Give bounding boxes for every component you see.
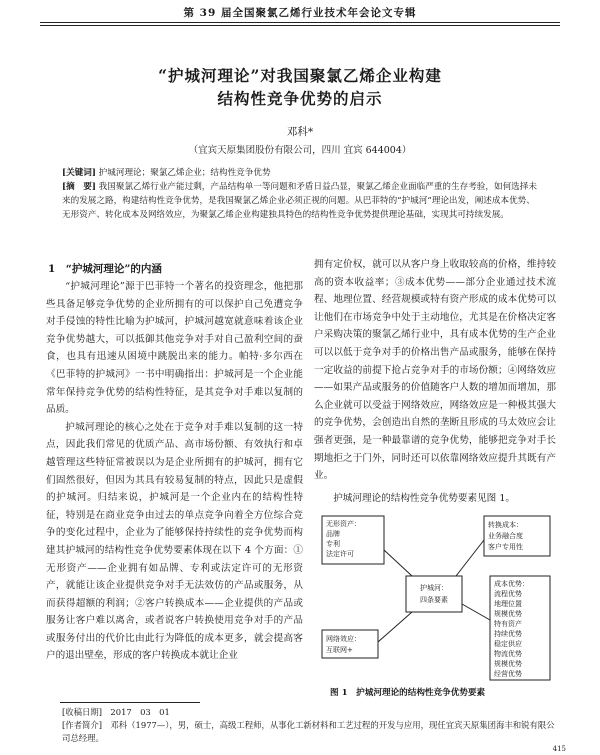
header-rule [40, 22, 560, 23]
center-label-2: 四条要素 [420, 596, 448, 604]
footnotes [62, 706, 556, 746]
box-label: 流程优势 [494, 590, 522, 598]
connector-arrow [462, 604, 490, 620]
box-label: 物流优势 [494, 650, 522, 658]
paragraph: 拥有定价权，就可以从客户身上收取较高的价格，维持较高的资本收益率；③成本优势——部分企业通过技术流程、地理位置、经营规模或特有资产形成的成本优势可以让他们在市场竞争中处于主动地位，尤其是在价格决定客户采购决策的聚氯乙烯行业中，具有成本优势的生产企业可以以低于竞争对手的价格出售产品或服务，能够在保持一定收益的前提下抢占竞争对手的市场份额；④网络效应——如果产品或服务的价值随客户人数的增加而增加，那么企业就可以受益于网络效应，网络效应是一种极其强大的竞争优势，会创造出自然的垄断且形成的马太效应会让强者更强，是一种最靠谱的竞争优势，能够把竞争对手长期地拒之于门外，同时还可以依靠网络效应提升其既有产业。 [314, 259, 556, 482]
box-label: 持续优势 [494, 630, 522, 638]
box-label: 法定许可 [326, 550, 354, 558]
connector-arrow [456, 540, 484, 576]
footnote-author-bio: [作者简介] 邓科（1977—），男，硕士，高级工程师，从事化工新材料和工艺过程的开发与应用，现任宜宾天原集团海丰和锐有限公司总经理。 [62, 720, 555, 744]
abstract-label: [摘 要] [62, 182, 96, 192]
figure-diagram [316, 510, 556, 682]
paper-title [40, 64, 560, 110]
box-label: 特有资产 [494, 620, 522, 628]
section-heading: 1 “护城河理论”的内涵 [48, 263, 162, 275]
page-number: 415 [552, 745, 566, 753]
box-label: 品牌 [326, 530, 340, 538]
affiliation: （宜宾天原集团股份有限公司，四川 宜宾 644004） [188, 145, 412, 156]
left-column [46, 278, 303, 665]
connector-arrow [384, 550, 412, 576]
box-label: 网络效应： [326, 635, 361, 643]
connector-arrow [378, 612, 412, 642]
box-label: 稳定供应 [494, 640, 522, 648]
box-label: 转换成本： [488, 521, 523, 529]
footnote-rule [60, 702, 200, 703]
paragraph: 护城河理论的核心之处在于竞争对手难以复制的这一特点，因此我们常见的优质产品、高市场份额、有效执行和卓越管理这些特征常被误以为是企业所拥有的护城河，拥有它们固然很好，但因为其具有较易复制的特点，因此只是虚假的护城河。归结来说，护城河是一个企业内在的结构性特征，特别是在商业竞争由过去的单点竞争向着全方位综合竞争的变化过程中，企业为了能够保持持续性的竞争优势而构建其护城河的结构性竞争优势要素体现在以下 4 个方面：①无形资产——企业拥有如品牌、专利或法定许可的无形资产，就能让该企业提供竞争对手无法效仿的产品或服务，从而获得超额的利润；②客户转换成本——企业提供的产品或服务让客户难以离舍，或者说客户转换使用竞争对手的产品或服务付出的代价比由此行为降低的成本更多，就会提高客户的退出壁垒，形成的客户转换成本就让企业 [46, 421, 303, 662]
box-label: 规模优势 [494, 610, 522, 618]
abstract [62, 181, 542, 222]
figure-intro: 护城河理论的结构性竞争优势要素见图 1。 [333, 493, 516, 504]
box-label: 互联网+ [326, 646, 353, 654]
author: 邓科* [286, 126, 314, 138]
keywords-text: 护城河理论；聚氯乙烯企业；结构性竞争优势 [98, 168, 271, 178]
box-label: 成本优势： [494, 580, 529, 588]
keywords-label: [关键词] [62, 168, 96, 178]
keywords [62, 167, 542, 181]
figure-caption: 图 1 护城河理论的结构性竞争优势要素 [330, 688, 486, 698]
box-label: 客户专用性 [488, 543, 523, 551]
center-box [406, 576, 462, 612]
box-label: 无形资产： [326, 520, 361, 528]
header-rule-thin [40, 25, 560, 26]
box-label: 经营优势 [494, 670, 522, 678]
box-label: 规模优势 [494, 660, 522, 668]
box-label: 地理位置 [494, 600, 522, 608]
paragraph: “护城河理论”源于巴菲特一个著名的投资理念，他把那些具备足够竞争优势的企业所拥有的可以保护自己免遭竞争对手侵蚀的特性比喻为护城河，护城河越宽就意味着该企业竞争优势越大，可以抵御其他竞争对手对自己盈利空间的蚕食，也具有迅速从困境中跳脱出来的能力。帕特·多尔西在《巴菲特的护城河》一书中明确指出：护城河是一个企业能常年保持竞争优势的结构性特征，是其竞争对手难以复制的品质。 [46, 281, 303, 416]
abstract-text: 我国聚氯乙烯行业产能过剩，产品结构单一等问题和矛盾日益凸显，聚氯乙烯企业面临严重的生存考验，如何选择未来的发展之路，构建结构性竞争优势，是我国聚氯乙烯企业必须正视的问题。从巴菲特的“护城河”理论出发，阐述成本优势、无形资产、转化成本及网络效应，为聚氯乙烯企业构建独具特色的结构性竞争优势提供理论基础，实现其可持续发展。 [62, 182, 537, 220]
box-label: 业务融合度 [488, 532, 523, 540]
footnote-received: [收稿日期] 2017 03 01 [62, 707, 170, 717]
running-head: 第 39 届全国聚氯乙烯行业技术年会论文专辑 [183, 7, 417, 19]
right-column [314, 256, 556, 485]
center-label-1: 护城河： [420, 584, 448, 592]
title-line-1: “护城河理论”对我国聚氯乙烯企业构建 [158, 66, 442, 85]
title-line-2: 结构性竞争优势的启示 [217, 89, 383, 108]
box-label: 专利 [326, 540, 340, 548]
